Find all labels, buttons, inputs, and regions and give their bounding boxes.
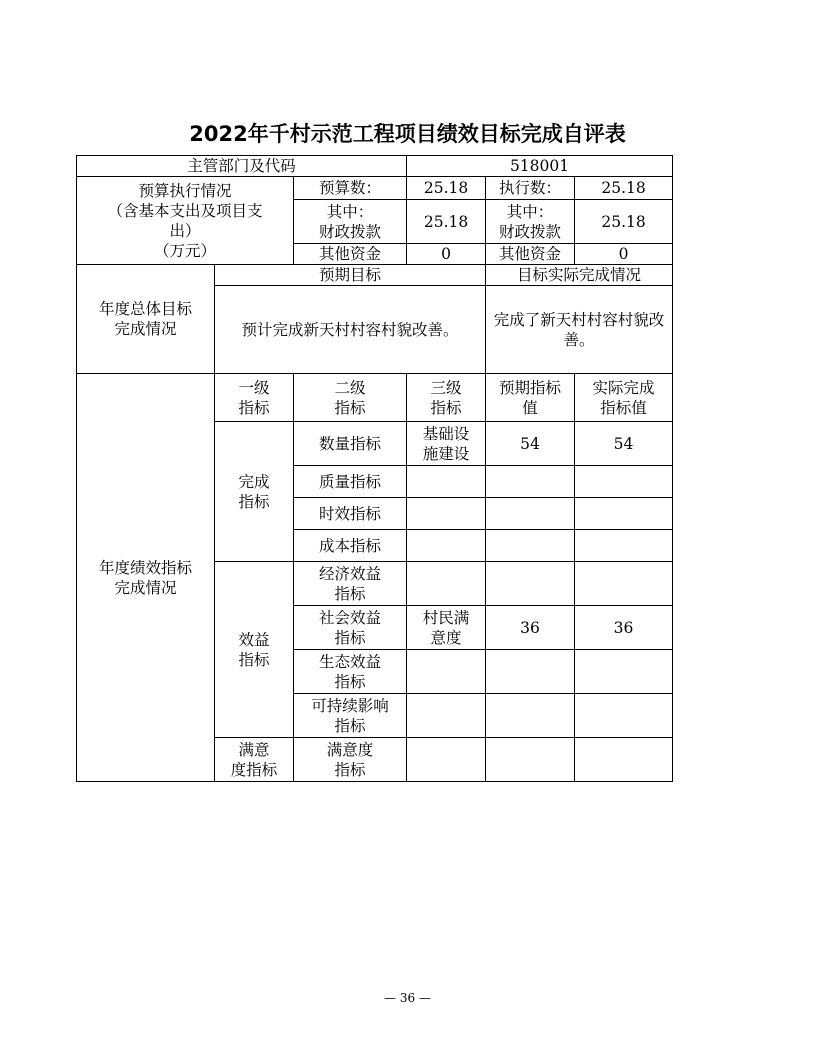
other-funds-label: 其他资金 bbox=[294, 244, 407, 265]
empty-cell bbox=[407, 650, 486, 694]
exec-amount-value: 25.18 bbox=[575, 177, 673, 200]
quantity-indicator: 数量指标 bbox=[294, 422, 407, 466]
page-number: — 36 — bbox=[384, 991, 431, 1005]
quantity-expected: 54 bbox=[486, 422, 575, 466]
evaluation-table bbox=[76, 155, 673, 782]
header-expected: 预期指标 值 bbox=[486, 374, 575, 422]
completion-indicators-label: 完成 指标 bbox=[215, 422, 294, 562]
header-level3: 三级 指标 bbox=[407, 374, 486, 422]
empty-cell bbox=[575, 694, 673, 738]
exec-amount-label: 执行数： bbox=[486, 177, 575, 200]
empty-cell bbox=[575, 738, 673, 782]
empty-cell bbox=[575, 466, 673, 498]
expected-goal-header: 预期目标 bbox=[215, 265, 486, 286]
empty-cell bbox=[407, 530, 486, 562]
page-title: 2022年千村示范工程项目绩效目标完成自评表 bbox=[189, 122, 626, 146]
sustainable-indicator: 可持续影响 指标 bbox=[294, 694, 407, 738]
empty-cell bbox=[575, 650, 673, 694]
fiscal-label: 其中： 财政拨款 bbox=[294, 200, 407, 244]
economic-indicator: 经济效益 指标 bbox=[294, 562, 407, 606]
social-level3: 村民满 意度 bbox=[407, 606, 486, 650]
fiscal-budget-value: 25.18 bbox=[407, 200, 486, 244]
budget-amount-label: 预算数： bbox=[294, 177, 407, 200]
empty-cell bbox=[486, 466, 575, 498]
ecological-indicator: 生态效益 指标 bbox=[294, 650, 407, 694]
dept-label: 主管部门及代码 bbox=[77, 156, 407, 177]
other-exec-value: 0 bbox=[575, 244, 673, 265]
header-level1: 一级 指标 bbox=[215, 374, 294, 422]
quantity-level3: 基础设 施建设 bbox=[407, 422, 486, 466]
actual-goal-text: 完成了新天村村容村貌改善。 bbox=[486, 286, 673, 374]
fiscal-exec-label: 其中： 财政拨款 bbox=[486, 200, 575, 244]
satisfaction-indicator: 满意度 指标 bbox=[294, 738, 407, 782]
timeliness-indicator: 时效指标 bbox=[294, 498, 407, 530]
empty-cell bbox=[407, 562, 486, 606]
dept-code: 518001 bbox=[407, 156, 673, 177]
social-indicator: 社会效益 指标 bbox=[294, 606, 407, 650]
budget-label: 预算执行情况 （含基本支出及项目支 出） （万元） bbox=[77, 177, 294, 265]
empty-cell bbox=[575, 562, 673, 606]
header-level2: 二级 指标 bbox=[294, 374, 407, 422]
other-budget-value: 0 bbox=[407, 244, 486, 265]
indicators-label: 年度绩效指标 完成情况 bbox=[77, 374, 215, 782]
cost-indicator: 成本指标 bbox=[294, 530, 407, 562]
social-actual: 36 bbox=[575, 606, 673, 650]
satisfaction-indicators-label: 满意 度指标 bbox=[215, 738, 294, 782]
social-expected: 36 bbox=[486, 606, 575, 650]
empty-cell bbox=[486, 694, 575, 738]
empty-cell bbox=[486, 738, 575, 782]
budget-amount-value: 25.18 bbox=[407, 177, 486, 200]
annual-goal-label: 年度总体目标 完成情况 bbox=[77, 265, 215, 374]
fiscal-exec-value: 25.18 bbox=[575, 200, 673, 244]
expected-goal-text: 预计完成新天村村容村貌改善。 bbox=[215, 286, 486, 374]
empty-cell bbox=[486, 530, 575, 562]
empty-cell bbox=[486, 650, 575, 694]
quantity-actual: 54 bbox=[575, 422, 673, 466]
other-exec-label: 其他资金 bbox=[486, 244, 575, 265]
header-actual: 实际完成 指标值 bbox=[575, 374, 673, 422]
empty-cell bbox=[486, 498, 575, 530]
empty-cell bbox=[407, 466, 486, 498]
actual-goal-header: 目标实际完成情况 bbox=[486, 265, 673, 286]
empty-cell bbox=[575, 498, 673, 530]
benefit-indicators-label: 效益 指标 bbox=[215, 562, 294, 738]
quality-indicator: 质量指标 bbox=[294, 466, 407, 498]
empty-cell bbox=[407, 694, 486, 738]
empty-cell bbox=[575, 530, 673, 562]
empty-cell bbox=[407, 498, 486, 530]
empty-cell bbox=[407, 738, 486, 782]
empty-cell bbox=[486, 562, 575, 606]
